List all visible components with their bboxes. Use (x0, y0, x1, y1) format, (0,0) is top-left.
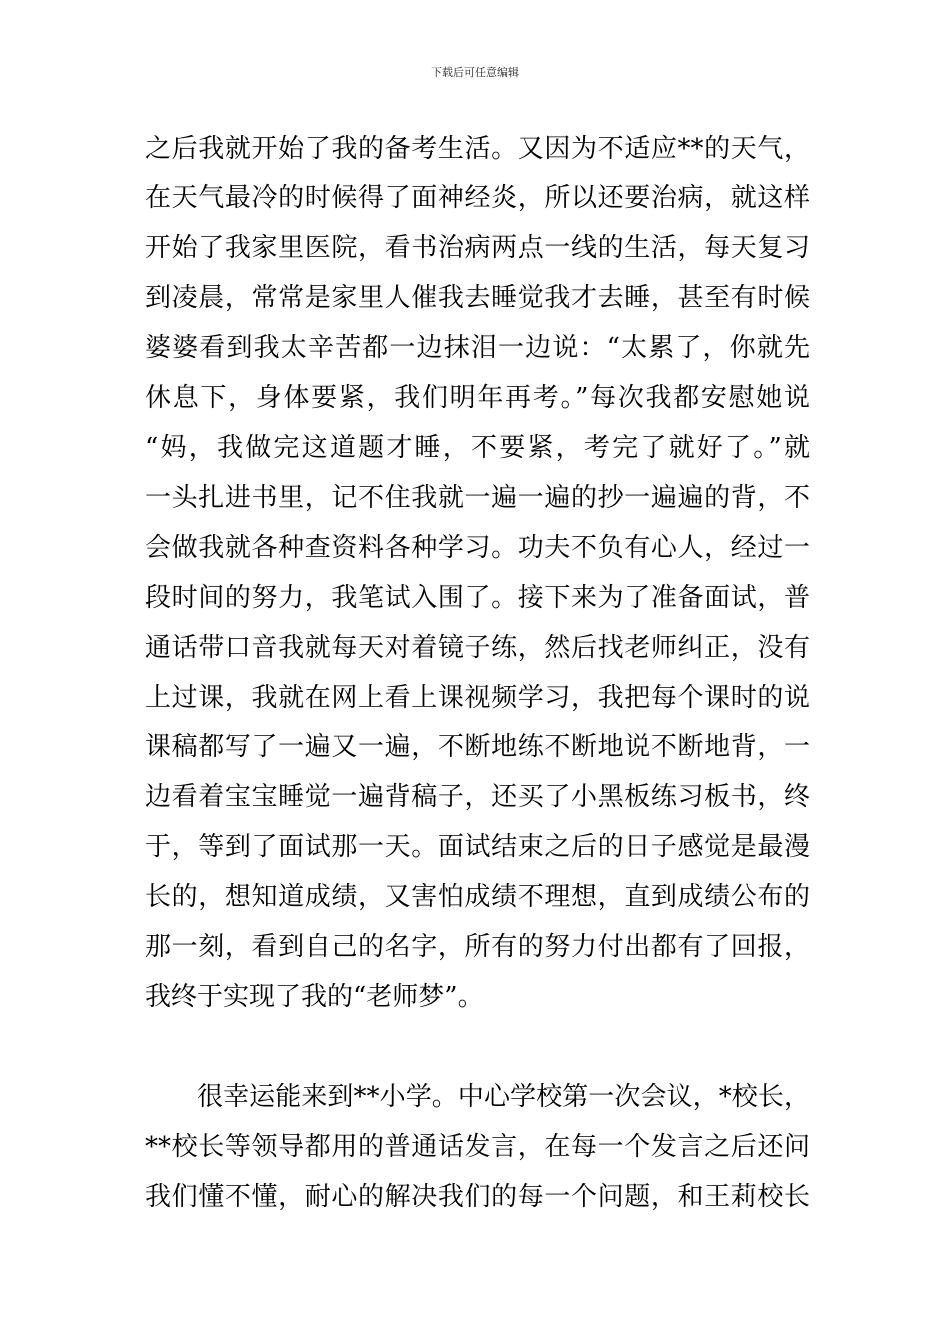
paragraph-2-line: **校长等领导都用的普通话发言，在每一个发言之后还问 (145, 1132, 810, 1162)
paragraph-1-line: 到凌晨，常常是家里人催我去睡觉我才去睡，甚至有时候 (145, 283, 810, 313)
page-header: 下载后可任意编辑 (431, 66, 519, 79)
paragraph-1-line: 会做我就各种查资料各种学习。功夫不负有心人，经过一 (145, 533, 810, 563)
paragraph-1-line: 那一刻，看到自己的名字，所有的努力付出都有了回报， (145, 932, 810, 962)
paragraph-1-line: 段时间的努力，我笔试入围了。接下来为了准备面试，普 (145, 583, 810, 613)
paragraph-1-line: 课稿都写了一遍又一遍，不断地练不断地说不断地背，一 (145, 732, 810, 762)
paragraph-1-line: 在天气最冷的时候得了面神经炎，所以还要治病，就这样 (145, 183, 810, 213)
paragraph-1-line: 长的，想知道成绩，又害怕成绩不理想，直到成绩公布的 (145, 882, 810, 912)
paragraph-1-line: 开始了我家里医院，看书治病两点一线的生活，每天复习 (145, 233, 810, 263)
paragraph-1-line: “妈，我做完这道题才睡，不要紧，考完了就好了。”就 (145, 433, 810, 463)
paragraph-1-line: 通话带口音我就每天对着镜子练，然后找老师纠正，没有 (145, 633, 810, 663)
paragraph-1-line: 婆婆看到我太辛苦都一边抹泪一边说：“太累了，你就先 (145, 333, 810, 363)
paragraph-1-line: 上过课，我就在网上看上课视频学习，我把每个课时的说 (145, 683, 810, 713)
paragraph-1-line: 于，等到了面试那一天。面试结束之后的日子感觉是最漫 (145, 832, 810, 862)
paragraph-1-line: 之后我就开始了我的备考生活。又因为不适应**的天气， (145, 134, 810, 164)
paragraph-1-line: 一头扎进书里，记不住我就一遍一遍的抄一遍遍的背，不 (145, 483, 810, 513)
paragraph-2-line-first: 很幸运能来到**小学。中心学校第一次会议，*校长， (197, 1082, 810, 1112)
paragraph-1-line-last: 我终于实现了我的“老师梦”。 (145, 982, 484, 1012)
paragraph-2-line: 我们懂不懂，耐心的解决我们的每一个问题，和王莉校长 (145, 1182, 810, 1212)
paragraph-1-line: 边看着宝宝睡觉一遍背稿子，还买了小黑板练习板书，终 (145, 782, 810, 812)
paragraph-1-line: 休息下，身体要紧，我们明年再考。”每次我都安慰她说 (145, 383, 810, 413)
